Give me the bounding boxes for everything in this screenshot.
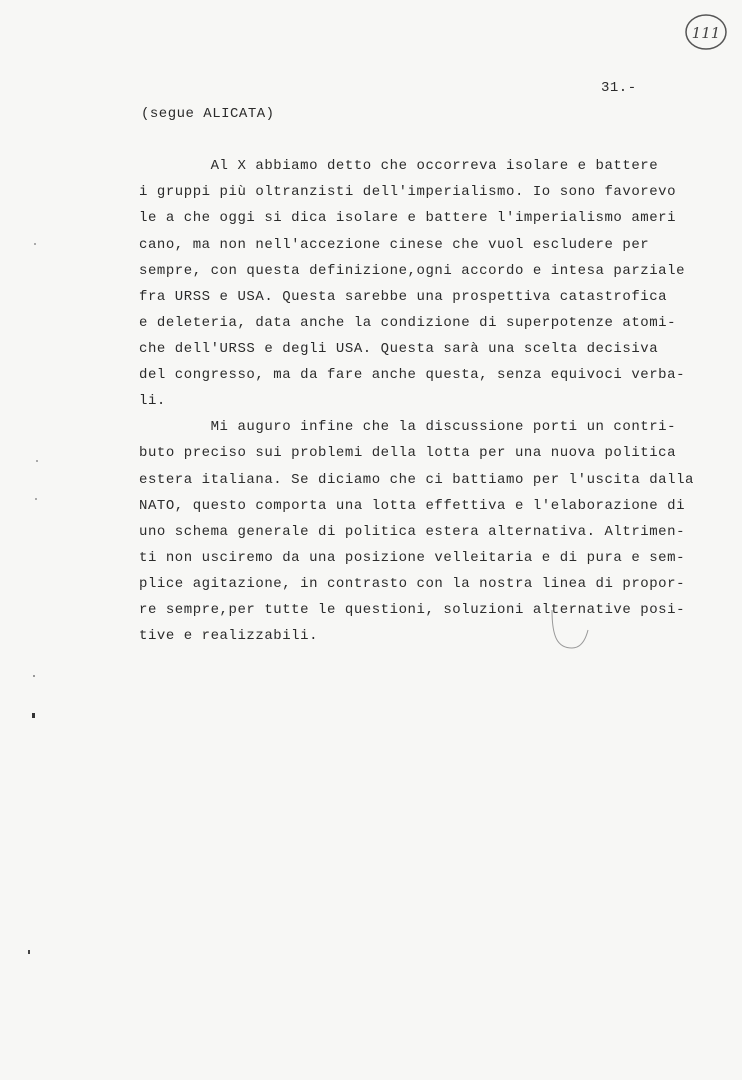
margin-speck [36,460,38,462]
text-line: i gruppi più oltranzisti dell'imperialismo. Io sono favorevo [139,184,677,200]
text-line: re sempre,per tutte le questioni, soluzioni alternative posi- [139,602,686,618]
page-number: 31.- [601,80,637,96]
text-line: le a che oggi si dica isolare e battere l'imperialismo ameri [139,210,677,226]
margin-speck [33,675,35,677]
text-line: che dell'URSS e degli USA. Questa sarà una scelta decisiva [139,341,659,357]
text-line: sempre, con questa definizione,ogni accordo e intesa parziale [139,263,686,279]
text-line: Mi auguro infine che la discussione porti un contri- [139,419,677,435]
stamp-number: 111 [691,24,721,42]
margin-speck [32,713,35,718]
margin-speck [35,498,37,500]
text-line: tive e realizzabili. [139,628,319,644]
text-line: e deleteria, data anche la condizione di superpotenze atomi- [139,315,677,331]
text-line: del congresso, ma da fare anche questa, senza equivoci verba- [139,367,686,383]
margin-speck [34,243,36,245]
text-line: li. [139,393,166,409]
pencil-mark [550,608,590,650]
text-line: plice agitazione, in contrasto con la nostra linea di propor- [139,576,686,592]
archive-stamp [684,12,728,52]
text-line: uno schema generale di politica estera alternativa. Altrimen- [139,524,686,540]
text-line: Al X abbiamo detto che occorreva isolare e battere [139,158,659,174]
text-line: NATO, questo comporta una lotta effettiva e l'elaborazione di [139,498,686,514]
text-line: estera italiana. Se diciamo che ci battiamo per l'uscita dalla [139,472,694,488]
text-line: ti non usciremo da una posizione velleitaria e di pura e sem- [139,550,686,566]
text-line: cano, ma non nell'accezione cinese che vuol escludere per [139,237,650,253]
text-line: buto preciso sui problemi della lotta per una nuova politica [139,445,677,461]
speaker-header: (segue ALICATA) [141,106,275,122]
margin-speck [28,950,30,954]
text-line: fra URSS e USA. Questa sarebbe una prospettiva catastrofica [139,289,668,305]
